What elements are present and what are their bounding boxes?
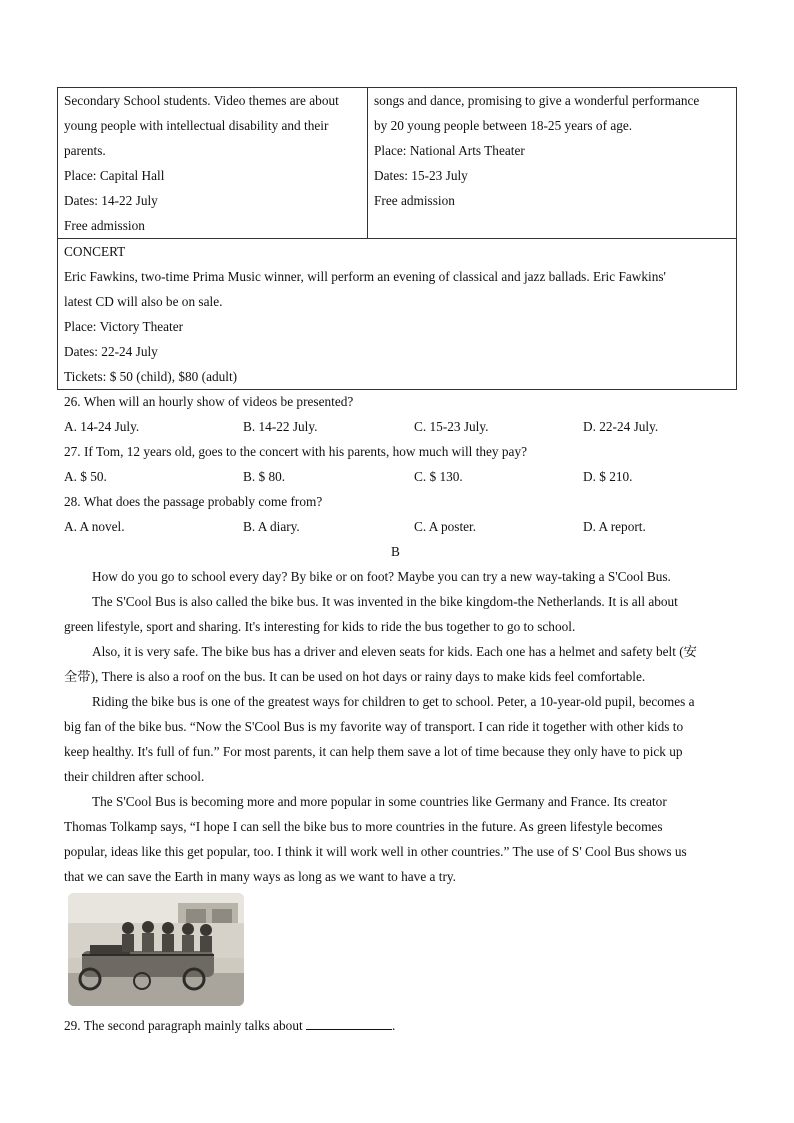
answer-blank[interactable] [306,1016,392,1030]
passage-line: their children after school. [64,769,205,784]
question-28-option-c: C. A poster. [414,519,477,534]
performance-event-cell [368,88,737,239]
passage-line: The S'Cool Bus is also called the bike bus. It was invented in the bike kingdom-the Netherlands. It is all about [92,594,678,609]
passage-line: Also, it is very safe. The bike bus has a driver and eleven seats for kids. Each one has a helmet and safety belt (安 [92,644,697,659]
question-27-option-d: D. $ 210. [583,469,633,484]
passage-line: big fan of the bike bus. “Now the S'Cool Bus is my favorite way of transport. I can ride it together with other kids to [64,719,684,734]
passage-line: Thomas Tolkamp says, “I hope I can sell the bike bus to more countries in the future. As green lifestyle becomes [64,819,663,834]
question-27-stem: 27. If Tom, 12 years old, goes to the concert with his parents, how much will they pay? [64,444,528,459]
question-26-option-c: C. 15-23 July. [414,419,489,434]
cell-text: parents. [64,143,106,158]
question-29-end: . [392,1018,396,1033]
cell-text: Tickets: $ 50 (child), $80 (adult) [64,369,238,384]
passage-line: 全带), There is also a roof on the bus. It can be used on hot days or rainy days to make kids feel comfortable. [64,669,646,684]
question-27-option-b: B. $ 80. [243,469,286,484]
cell-text: by 20 young people between 18-25 years of age. [374,118,633,133]
cell-text: Eric Fawkins, two-time Prima Music winner, will perform an evening of classical and jazz ballads. Eric Fawkins' [64,269,666,284]
cell-text: Place: Victory Theater [64,319,184,334]
question-27-option-a: A. $ 50. [64,469,107,484]
passage-line: Riding the bike bus is one of the greatest ways for children to get to school. Peter, a 10-year-old pupil, becomes a [92,694,695,709]
cell-text: Place: Capital Hall [64,168,165,183]
passage-line: The S'Cool Bus is becoming more and more popular in some countries like Germany and France. Its creator [92,794,667,809]
concert-cell [58,239,737,390]
video-event-cell [58,88,368,239]
cell-text: latest CD will also be on sale. [64,294,223,309]
cell-text: songs and dance, promising to give a wonderful performance [374,93,700,108]
question-26-stem: 26. When will an hourly show of videos be presented? [64,394,354,409]
question-28-option-d: D. A report. [583,519,646,534]
question-29 [64,1013,395,1038]
passage-line: keep healthy. It's full of fun.” For most parents, it can help them save a lot of time because they only have to pick up [64,744,683,759]
cell-text: Dates: 22-24 July [64,344,158,359]
question-28-option-a: A. A novel. [64,519,125,534]
events-table [57,87,737,390]
cell-text: Secondary School students. Video themes are about [64,93,339,108]
question-28-option-b: B. A diary. [243,519,300,534]
section-b-heading: B [391,544,400,559]
bike-bus-photo [68,893,244,1006]
question-26-option-a: A. 14-24 July. [64,419,140,434]
cell-text: Free admission [374,193,455,208]
question-27-option-c: C. $ 130. [414,469,463,484]
passage-line: How do you go to school every day? By bike or on foot? Maybe you can try a new way-taking a S'Cool Bus. [92,569,671,584]
question-26-option-b: B. 14-22 July. [243,419,318,434]
cell-text: Dates: 15-23 July [374,168,468,183]
question-26-option-d: D. 22-24 July. [583,419,659,434]
cell-text: Place: National Arts Theater [374,143,525,158]
question-29-stem: 29. The second paragraph mainly talks about [64,1018,303,1033]
passage-line: green lifestyle, sport and sharing. It's interesting for kids to ride the bus together to go to school. [64,619,576,634]
cell-text: Dates: 14-22 July [64,193,158,208]
passage-line: that we can save the Earth in many ways as long as we want to have a try. [64,869,457,884]
passage-line: popular, ideas like this get popular, too. I think it will work well in other countries.” The use of S' Cool Bus shows us [64,844,687,859]
cell-text: CONCERT [64,244,126,259]
question-28-stem: 28. What does the passage probably come from? [64,494,323,509]
cell-text: young people with intellectual disability and their [64,118,329,133]
cell-text: Free admission [64,218,145,233]
